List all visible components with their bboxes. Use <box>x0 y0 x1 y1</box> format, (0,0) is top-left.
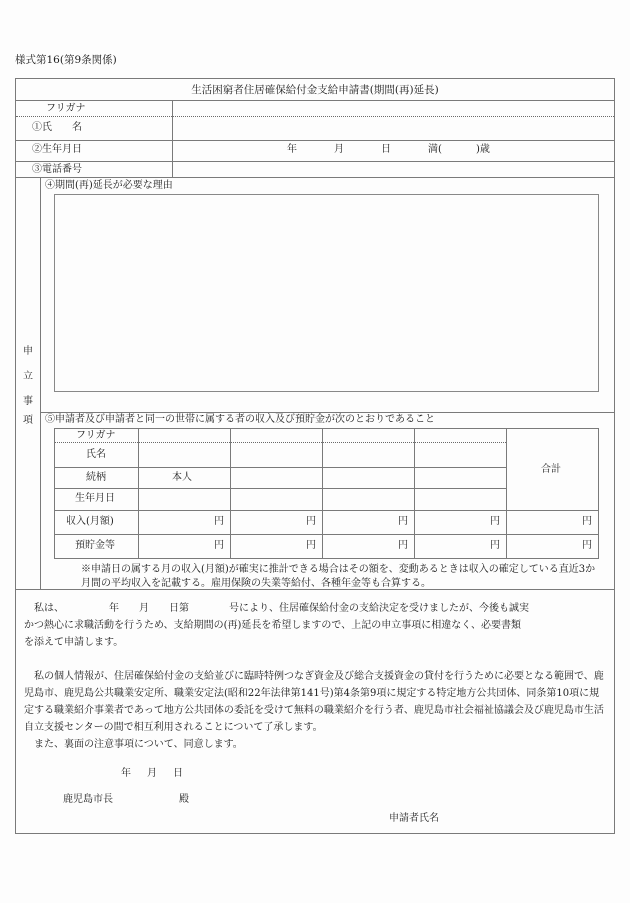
member-4-birthdate-field[interactable] <box>415 489 506 510</box>
member-2-relation-field[interactable] <box>231 468 322 488</box>
divider <box>506 429 507 558</box>
member-1-name-field[interactable] <box>139 443 230 467</box>
member-4-income-yen: 円 <box>490 516 500 527</box>
row-label-birthdate: 生年月日 <box>75 493 115 504</box>
row-label-income: 収入(月額) <box>66 516 114 527</box>
section-label-char: 事 <box>23 396 33 407</box>
notice-consent-text: また、裏面の注意事項について、同意します。 <box>24 739 243 750</box>
date-day-unit: 日 <box>173 768 183 779</box>
addressee: 鹿児島市長 <box>63 794 113 805</box>
member-3-income-yen: 円 <box>398 516 408 527</box>
divider <box>16 589 614 590</box>
declaration-text-2: かつ熱心に求職活動を行うため、支給期間の(再)延長を希望しますので、上記の申立事項に相違なく、必要書類 <box>24 620 522 631</box>
date-year-unit: 年 <box>121 768 131 779</box>
row-label-savings: 預貯金等 <box>75 540 115 551</box>
member-2-birthdate-field[interactable] <box>231 489 322 510</box>
name-label: ①氏 名 <box>32 122 82 133</box>
name-field[interactable] <box>174 117 612 140</box>
furigana-label: フリガナ <box>46 103 86 114</box>
member-2-income-yen: 円 <box>306 516 316 527</box>
member-2-furigana-field[interactable] <box>231 430 322 442</box>
divider <box>16 177 614 178</box>
section-label-char: 立 <box>23 371 33 382</box>
divider <box>40 412 614 413</box>
section-label-char: 申 <box>23 346 33 357</box>
member-1-relation[interactable]: 本人 <box>172 472 192 483</box>
furigana-field[interactable] <box>174 101 612 116</box>
row-label-relation: 続柄 <box>86 472 106 483</box>
reason-label: ④期間(再)延長が必要な理由 <box>45 180 173 191</box>
divider <box>172 100 173 177</box>
income-note: ※申請日の属する月の収入(月額)が確実に推計できる場合はその額を、変動あるときは収入の確定している直近3か月間の平均収入を記載する。雇用保険の失業等給付、各種年金等も合算する。 <box>81 564 596 589</box>
form-title: 生活困窮者住居確保給付金支給申請書(期間(再)延長) <box>191 84 439 96</box>
declaration-text-1: 私は、 年 月 日第 号により、住居確保給付金の支給決定を受けましたが、今後も誠実 <box>34 603 529 614</box>
member-3-relation-field[interactable] <box>323 468 414 488</box>
member-3-birthdate-field[interactable] <box>323 489 414 510</box>
member-1-savings-yen: 円 <box>214 540 224 551</box>
member-1-furigana-field[interactable] <box>139 430 230 442</box>
section-label-char: 項 <box>23 415 33 426</box>
declaration-text-3: を添えて申請します。 <box>24 637 124 648</box>
member-2-savings-yen: 円 <box>306 540 316 551</box>
member-2-name-field[interactable] <box>231 443 322 467</box>
member-4-savings-yen: 円 <box>490 540 500 551</box>
member-1-birthdate-field[interactable] <box>139 489 230 510</box>
total-label: 合計 <box>541 464 561 475</box>
birthdate-label: ②生年月日 <box>32 144 82 155</box>
divider <box>55 510 598 511</box>
total-income-yen: 円 <box>582 516 592 527</box>
divider <box>55 534 598 535</box>
member-3-savings-yen: 円 <box>398 540 408 551</box>
member-4-relation-field[interactable] <box>415 468 506 488</box>
member-4-furigana-field[interactable] <box>415 430 506 442</box>
form-number: 様式第16(第9条関係) <box>15 54 117 66</box>
reason-textarea[interactable] <box>54 194 599 392</box>
privacy-consent-text: 私の個人情報が、住居確保給付金の支給並びに臨時特例つなぎ資金及び総合支援資金の貸付を行うために必要となる範囲で、鹿児島市、鹿児島公共職業安定所、職業安定法(昭和22年法律第141号)第4条第9項に規定する特定地方公共団体、同条第10項に規定する職業紹介事業者であって地方公共団体の委託を受けて無料の職業紹介を行う者、鹿児島市社会福祉協議会及び鹿児島市生活自立支援センターの間で相互利用されることについて了承します。 <box>24 671 604 733</box>
date-month-unit: 月 <box>147 768 157 779</box>
applicant-name-field[interactable] <box>446 809 606 829</box>
age-suffix: )歳 <box>476 144 490 155</box>
total-savings-yen: 円 <box>582 540 592 551</box>
application-form <box>15 78 615 834</box>
member-1-income-yen: 円 <box>214 516 224 527</box>
honorific: 殿 <box>179 794 189 805</box>
divider <box>40 177 41 589</box>
age-prefix: 満( <box>428 144 442 155</box>
member-3-name-field[interactable] <box>323 443 414 467</box>
member-3-furigana-field[interactable] <box>323 430 414 442</box>
birth-year-unit: 年 <box>287 144 297 155</box>
phone-field[interactable] <box>174 162 612 177</box>
member-4-name-field[interactable] <box>415 443 506 467</box>
birthdate-field[interactable] <box>174 141 612 161</box>
income-table <box>54 428 599 559</box>
applicant-name-label: 申請者氏名 <box>389 813 439 824</box>
declaration-line-1 <box>24 600 609 617</box>
row-label-name: 氏名 <box>86 449 106 460</box>
birth-month-unit: 月 <box>334 144 344 155</box>
birth-day-unit: 日 <box>381 144 391 155</box>
row-label-furigana: フリガナ <box>76 430 116 441</box>
income-label: ⑤申請者及び申請者と同一の世帯に属する者の収入及び預貯金が次のとおりであること <box>45 414 435 425</box>
phone-label: ③電話番号 <box>32 164 82 175</box>
